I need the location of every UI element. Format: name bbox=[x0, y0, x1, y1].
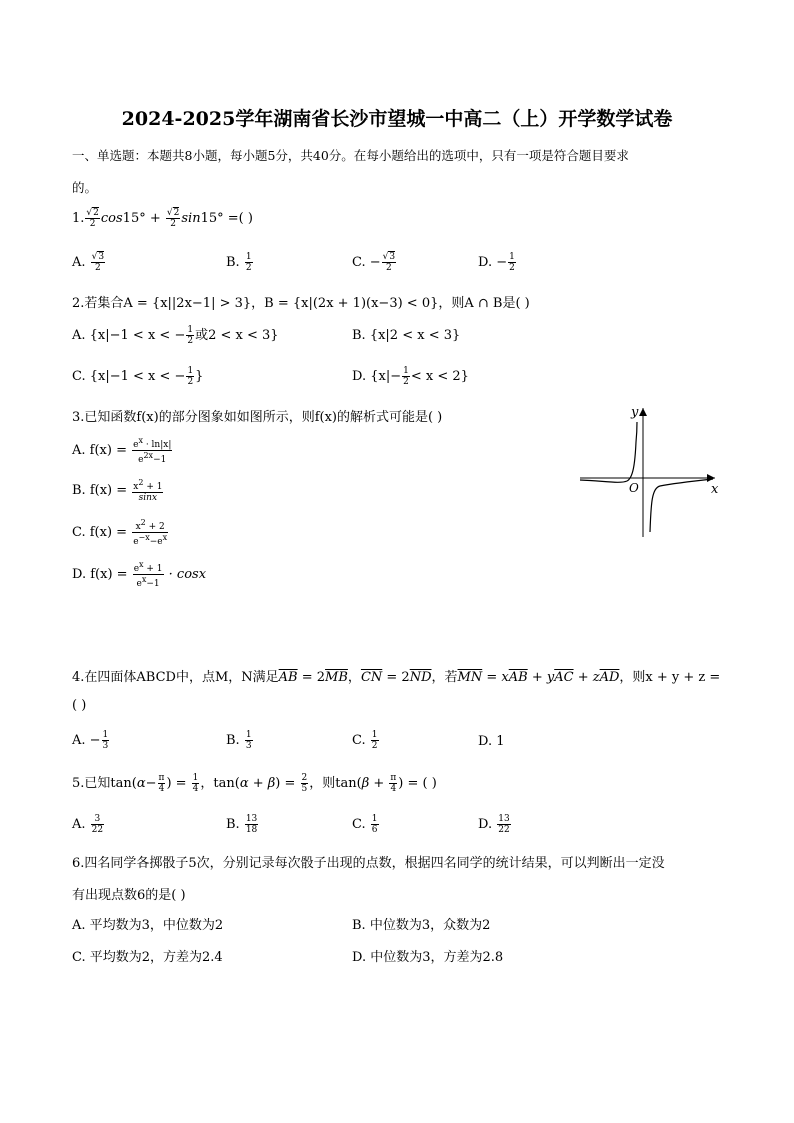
q5-option-b[interactable]: B. $\frac{13}{18}$ bbox=[226, 814, 258, 835]
y-axis-arrow-icon bbox=[639, 408, 647, 416]
q4-option-c[interactable]: C. $\frac{1}{2}$ bbox=[352, 730, 378, 751]
q5-option-d[interactable]: D. $\frac{13}{22}$ bbox=[478, 814, 510, 835]
x-axis-arrow-icon bbox=[707, 474, 715, 482]
question-1: 1. $\frac{√2}{2}$ cos15° + $\frac{√2}{2}$ sin15° =( ) bbox=[72, 208, 253, 229]
q1-option-d[interactable]: D. − $\frac{1}{2}$ bbox=[478, 252, 515, 273]
x-axis-label: x bbox=[711, 482, 719, 497]
q4-option-a[interactable]: A. − $\frac{1}{3}$ bbox=[72, 730, 109, 751]
q3-option-c[interactable]: C. f(x) = $\frac{x2 + 2}{e-x-ex}$ bbox=[72, 518, 168, 547]
question-4-line2: ( ) bbox=[72, 698, 87, 713]
question-6-line2: 有出现点数6的是( ) bbox=[72, 888, 186, 903]
question-4: 4.在四面体ABCD中，点M，N满足$\overline{AB} = 2\overline{MB}$，$\overline{CN} = 2\overline{ND}$，若$\overline{MN} = x\overline{AB} + y\overline{AC} + z\overline{AD}$，则x + y + z = bbox=[72, 670, 721, 685]
question-3: 3.已知函数f(x)的部分图象如如图所示，则f(x)的解析式可能是( ) bbox=[72, 410, 443, 425]
q5-option-a[interactable]: A. $\frac{3}{22}$ bbox=[72, 814, 104, 835]
q3-option-d[interactable]: D. f(x) = $\frac{ex + 1}{ex-1}$ · cosx bbox=[72, 560, 207, 589]
question-5: 5.已知tan(α− $\frac{\pi}{4}$ ) = $\frac{1}{4}$ ，tan(α + β) = $\frac{2}{5}$ ，则tan(β + $\frac{\pi}{4}$ ) = ( ) bbox=[72, 773, 437, 794]
q6-option-d[interactable]: D. 中位数为3，方差为2.8 bbox=[352, 950, 504, 965]
q1-option-b[interactable]: B. $\frac{1}{2}$ bbox=[226, 252, 252, 273]
q2-option-d[interactable]: D. {x|− $\frac{1}{2}$ < x < 2} bbox=[352, 366, 469, 387]
page-title: 2024-2025学年湖南省长沙市望城一中高二（上）开学数学试卷 bbox=[121, 108, 673, 130]
section-heading-line1: 一、单选题：本题共8小题，每小题5分，共40分。在每小题给出的选项中，只有一项是符合题目要求 bbox=[72, 148, 629, 163]
q2-option-c[interactable]: C. {x|−1 < x < − $\frac{1}{2}$ } bbox=[72, 366, 204, 387]
q6-option-b[interactable]: B. 中位数为3，众数为2 bbox=[352, 918, 491, 933]
q4-option-d[interactable]: D. 1 bbox=[478, 734, 505, 749]
curve-left-branch bbox=[580, 422, 637, 482]
q2-option-a[interactable]: A. {x|−1 < x < − $\frac{1}{2}$ 或2 < x < 3} bbox=[72, 325, 279, 346]
q2-option-b[interactable]: B. {x|2 < x < 3} bbox=[352, 328, 461, 343]
q3-option-b[interactable]: B. f(x) = $\frac{x2 + 1}{\sin x}$ bbox=[72, 478, 163, 503]
question-6-line1: 6.四名同学各掷骰子5次，分别记录每次骰子出现的点数，根据四名同学的统计结果，可以判断出一定没 bbox=[72, 856, 665, 871]
q4-option-b[interactable]: B. $\frac{1}{3}$ bbox=[226, 730, 252, 751]
q5-option-c[interactable]: C. $\frac{1}{6}$ bbox=[352, 814, 378, 835]
q1-option-c[interactable]: C. − $\frac{√3}{2}$ bbox=[352, 252, 396, 273]
question-2: 2.若集合A = {x||2x−1| > 3}，B = {x|(2x + 1)(x−3) < 0}，则A ∩ B是( ) bbox=[72, 296, 530, 311]
curve-right-branch bbox=[650, 479, 713, 532]
y-axis-label: y bbox=[631, 405, 639, 420]
q6-option-c[interactable]: C. 平均数为2，方差为2.4 bbox=[72, 950, 223, 965]
origin-label: O bbox=[629, 481, 639, 495]
function-graph bbox=[575, 402, 725, 542]
q1-option-a[interactable]: A. $\frac{√3}{2}$ bbox=[72, 252, 105, 273]
q6-option-a[interactable]: A. 平均数为3，中位数为2 bbox=[72, 918, 224, 933]
section-heading-line2: 的。 bbox=[72, 180, 98, 195]
q3-option-a[interactable]: A. f(x) = $\frac{ex \cdot \ln|x|}{e2x-1}$ bbox=[72, 436, 172, 465]
